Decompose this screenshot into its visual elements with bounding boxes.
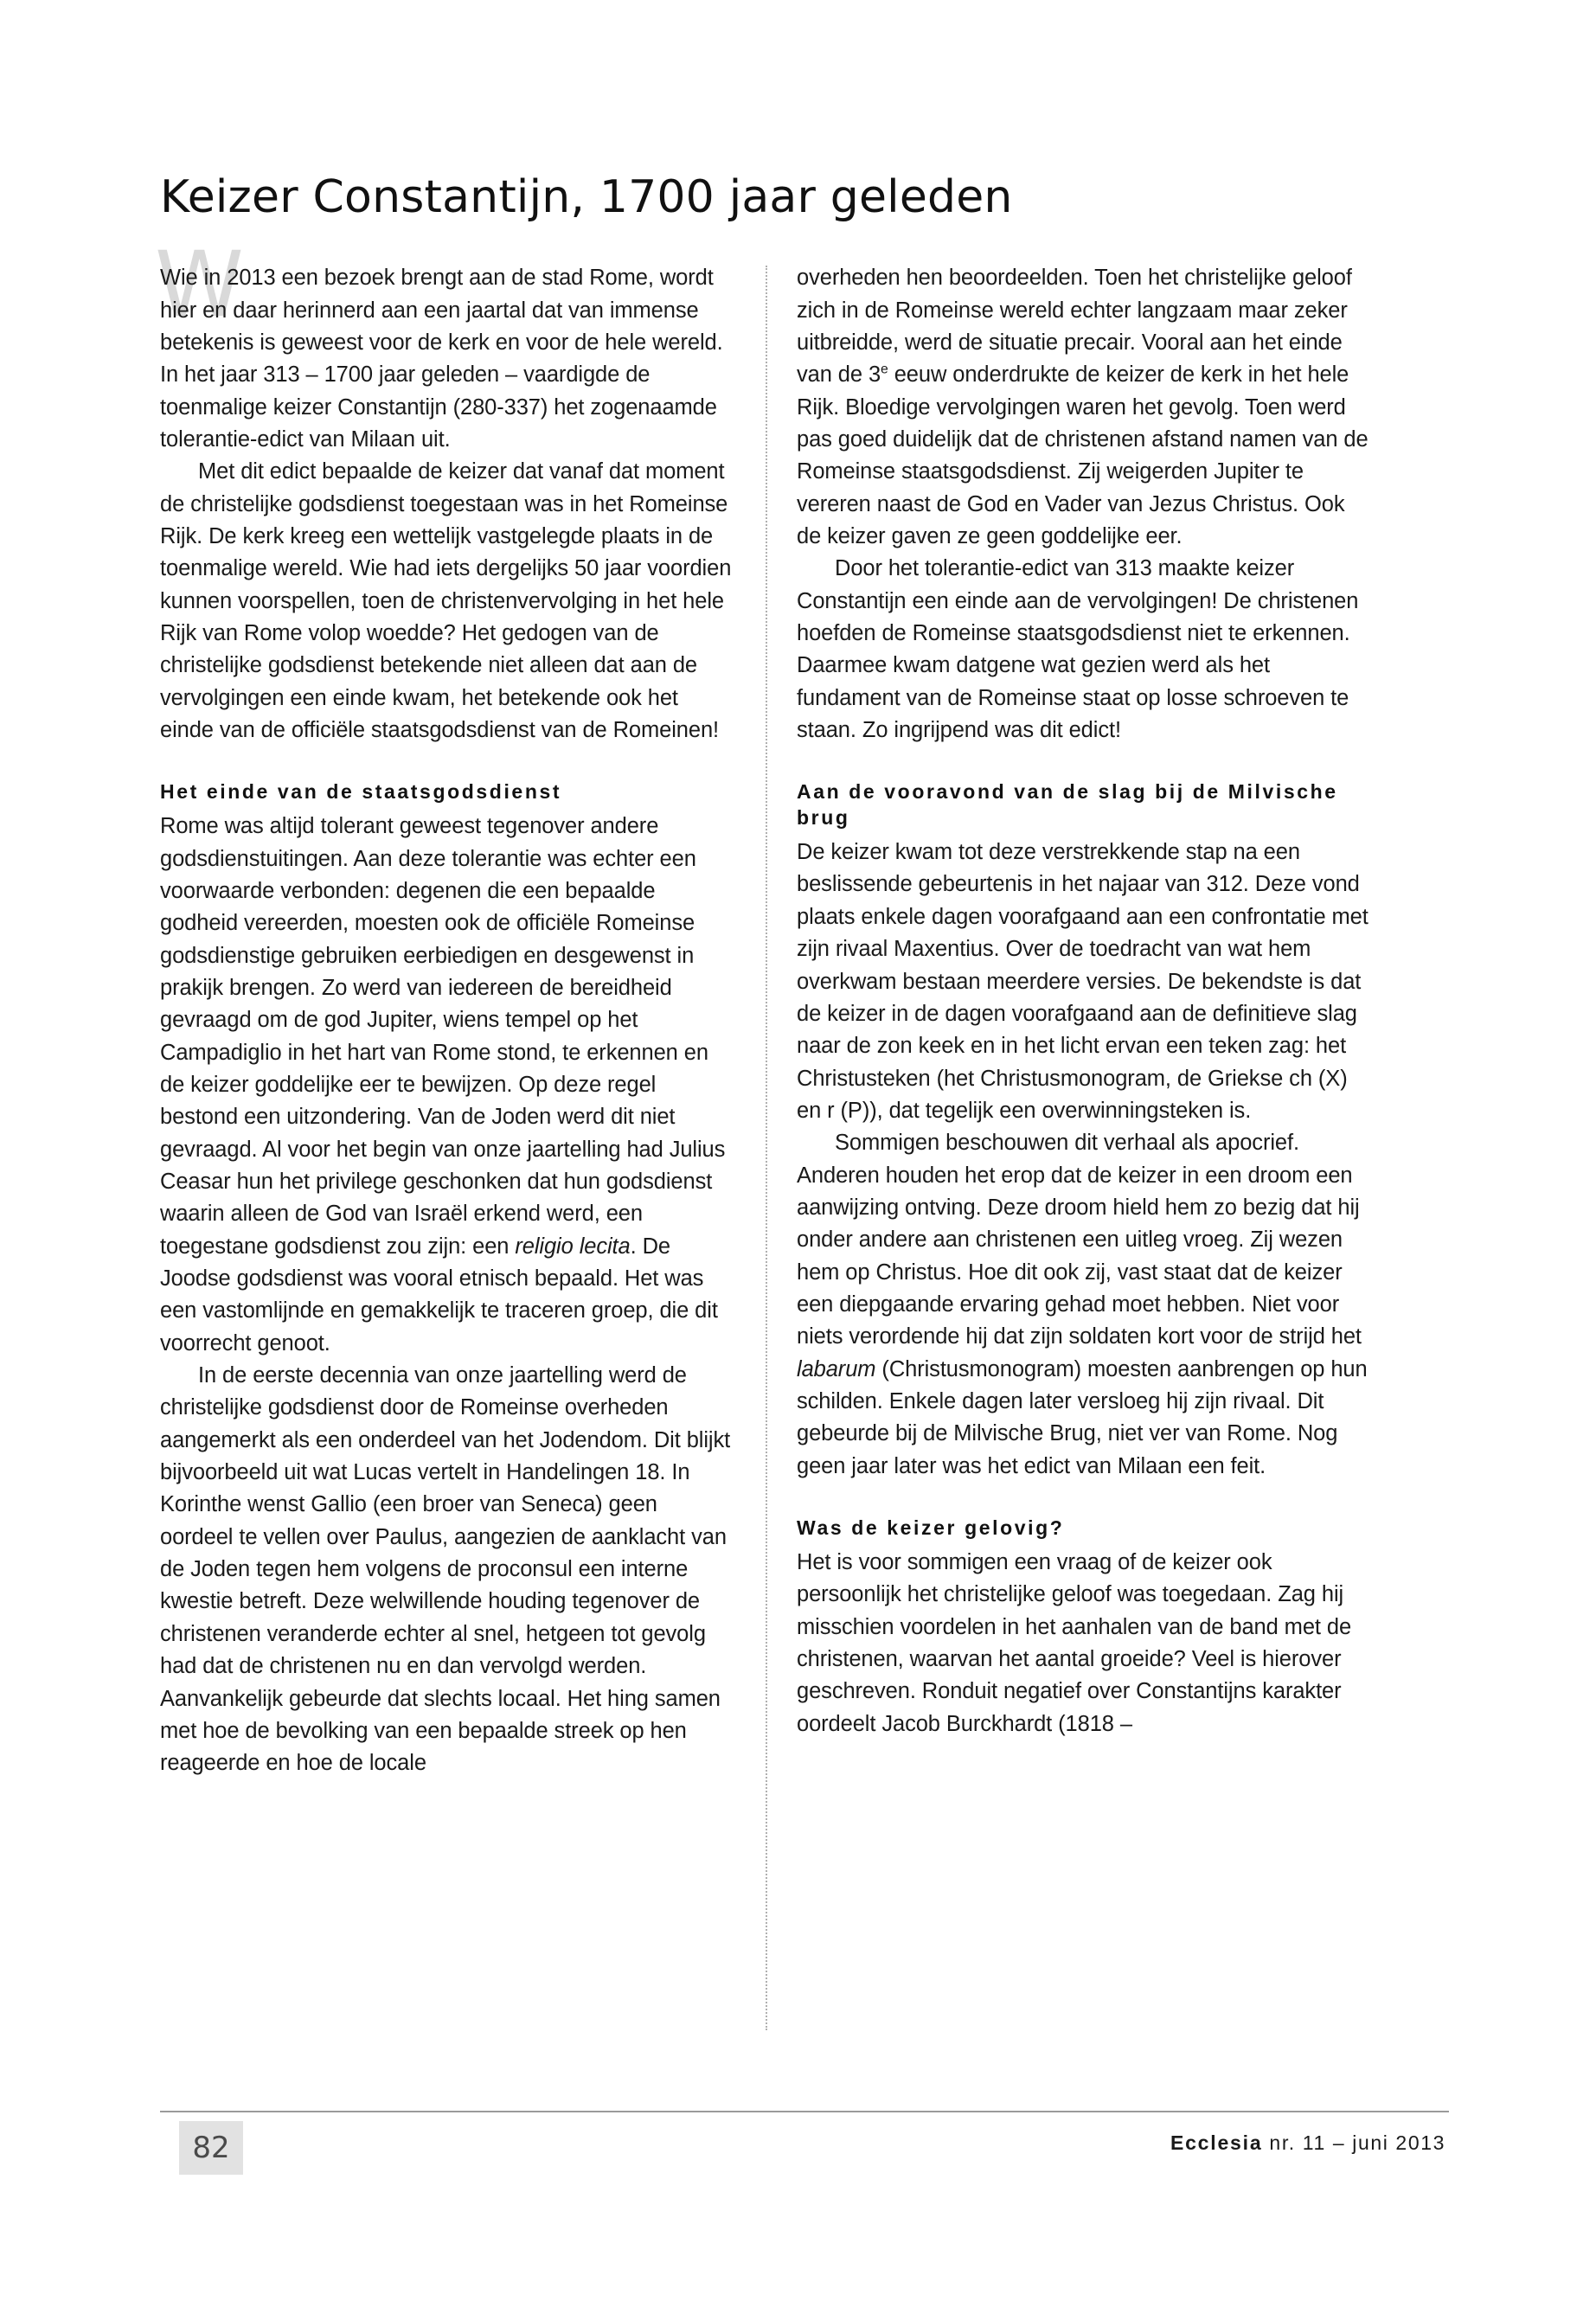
paragraph-right-4-italic: labarum xyxy=(797,1356,876,1381)
paragraph-right-4-part1: Sommigen beschouwen dit verhaal als apocrief. Anderen houden het erop dat de keizer in een droom een aanwijzing ontving. Deze droom hield hem zo bezig dat hij onder andere aan christenen een uitleg vroeg. Zij wezen hem op Christus. Hoe dit ook zij, vast staat dat de keizer een diepgaande ervaring gehad moet hebben. Niet voor niets verordende hij dat zijn soldaten kort voor de strijd het xyxy=(797,1131,1362,1349)
paragraph-right-1-part2: eeuw onderdrukte de keizer de kerk in het hele Rijk. Bloedige vervolgingen waren het gevolg. Toen werd pas goed duidelijk dat de christenen afstand namen van de Romeinse staatsgodsdienst. Zij weigerden Jupiter te vereren naast de God en Vader van Jezus Christus. Ook de keizer gaven ze geen goddelijke eer. xyxy=(797,362,1368,548)
page-footer xyxy=(160,2111,1449,2190)
publication-name: Ecclesia xyxy=(1170,2131,1263,2154)
paragraph-left-3-italic: religio lecita xyxy=(515,1234,631,1259)
page-title: Keizer Constantijn, 1700 jaar geleden xyxy=(160,171,1013,223)
paragraph-left-4: In de eerste decennia van onze jaartelling werd de christelijke godsdienst door de Romeinse overheden aangemerkt als een onderdeel van het Jodendom. Dit blijkt bijvoorbeeld uit wat Lucas vertelt in Handelingen 18. In Korinthe wenst Gallio (een broer van Seneca) geen oordeel te vellen over Paulus, aangezien de aanklacht van de Joden tegen hem volgens de proconsul een interne kwestie betreft. Deze welwillende houding tegenover de christenen veranderde echter al snel, hetgeen tot gevolg had dat de christenen nu en dan vervolgd werden. Aanvankelijk gebeurde dat slechts locaal. Het hing samen met hoe de bevolking van een bepaalde streek op hen reageerde en hoe de locale xyxy=(160,1363,731,1776)
subheading-milvische-brug: Aan de vooravond van de slag bij de Milvische brug xyxy=(797,780,1338,830)
paragraph-right-4 xyxy=(797,1127,1373,1483)
article-body xyxy=(155,171,1449,2030)
paragraph-right-3: De keizer kwam tot deze verstrekkende stap na een beslissende gebeurtenis in het najaar van 312. Deze vond plaats enkele dagen voorafgaand aan een confrontatie met zijn rivaal Maxentius. Over de toedracht van wat hem overkwam bestaan meerdere versies. De bekendste is dat de keizer in de dagen voorafgaand aan de definitieve slag naar de zon keek en in het licht ervan een teken zag: het Christusteken (het Christusmonogram, de Griekse ch (X) en r (P)), dat tegelijk een overwinningsteken is. xyxy=(797,840,1368,1123)
subheading-einde-staatsgodsdienst: Het einde van de staatsgodsdienst xyxy=(160,780,562,804)
paragraph-left-1: Wie in 2013 een bezoek brengt aan de stad Rome, wordt hier en daar herinnerd aan een jaartal dat van immense betekenis is geweest voor de kerk en voor de hele wereld. In het jaar 313 – 1700 jaar geleden – vaardigde de toenmalige keizer Constantijn (280-337) het zogenaamde tolerantie-edict van Milaan uit. xyxy=(160,266,723,452)
paragraph-left-3-part2: . De Joodse godsdienst was vooral etnisch bepaald. Het was een vastomlijnde en gemakkelijk te traceren groep, die dit voorrecht genoot. xyxy=(160,1234,718,1356)
paragraph-right-1-part1: overheden hen beoordeelden. Toen het christelijke geloof zich in de Romeinse wereld echter langzaam maar zeker uitbreidde, werd de situatie precair. Vooral aan het einde van de 3 xyxy=(797,266,1352,388)
paragraph-right-4-part2: (Christusmonogram) moesten aanbrengen op hun schilden. Enkele dagen later versloeg hij zijn rivaal. Dit gebeurde bij de Milvische Brug, niet ver van Rome. Nog geen jaar later was het edict van Milaan een feit. xyxy=(797,1356,1368,1478)
paragraph-left-3 xyxy=(160,811,736,1360)
issue-label: nr. 11 – juni 2013 xyxy=(1269,2131,1445,2154)
paragraph-left-2: Met dit edict bepaalde de keizer dat vanaf dat moment de christelijke godsdienst toegestaan was in het Romeinse Rijk. De kerk kreeg een wettelijk vastgelegde plaats in de toenmalige wereld. Wie had iets dergelijks 50 jaar voordien kunnen voorspellen, toen de christenvervolging in het hele Rijk van Rome volop woedde? Het gedogen van de christelijke godsdienst betekende niet alleen dat aan de vervolgingen een einde kwam, het betekende ook het einde van de officiële staatsgodsdienst van de Romeinen! xyxy=(160,459,732,742)
right-column xyxy=(767,262,1373,2030)
dropcap-letter: W xyxy=(155,232,244,338)
paragraph-right-1 xyxy=(797,262,1373,553)
left-column xyxy=(155,232,766,2030)
subheading-was-de-keizer-gelovig: Was de keizer gelovig? xyxy=(797,1516,1065,1539)
paragraph-left-3-part1: Rome was altijd tolerant geweest tegenover andere godsdienstuitingen. Aan deze tolerantie was echter een voorwaarde verbonden: degenen die een bepaalde godheid vereerden, moesten ook de officiële Romeinse godsdienstige gebruiken eerbiedigen en desgewenst in prakijk brengen. Zo werd van iedereen de bereidheid gevraagd om de god Jupiter, wiens tempel op het Campadiglio in het hart van Rome stond, te erkennen en de keizer goddelijke eer te bewijzen. Op deze regel bestond een uitzondering. Van de Joden werd dit niet gevraagd. Al voor het begin van onze jaartelling had Julius Ceasar hun het privilege geschonken dat hun godsdienst waarin alleen de God van Israël erkend werd, een toegestane godsdienst zou zijn: een xyxy=(160,814,726,1259)
paragraph-right-2: Door het tolerantie-edict van 313 maakte keizer Constantijn een einde aan de vervolgingen! De christenen hoefden de Romeinse staatsgodsdienst niet te erkennen. Daarmee kwam datgene wat gezien werd als het fundament van de Romeinse staat op losse schroeven te staan. Zo ingrijpend was dit edict! xyxy=(797,556,1359,742)
footer-issue-line xyxy=(1170,2131,1445,2155)
paragraph-right-5: Het is voor sommigen een vraag of de keizer ook persoonlijk het christelijke geloof was toegedaan. Zag hij misschien voordelen in het aanhalen van de band met de christenen, waarvan het aantal groeide? Veel is hierover geschreven. Ronduit negatief over Constantijns karakter oordeelt Jacob Burckhardt (1818 – xyxy=(797,1549,1352,1736)
ordinal-superscript: e xyxy=(881,362,888,377)
page-number: 82 xyxy=(179,2121,243,2175)
footer-inner xyxy=(160,2112,1449,2190)
lead-paragraph-block xyxy=(155,232,736,456)
two-column-layout xyxy=(155,232,1449,2030)
